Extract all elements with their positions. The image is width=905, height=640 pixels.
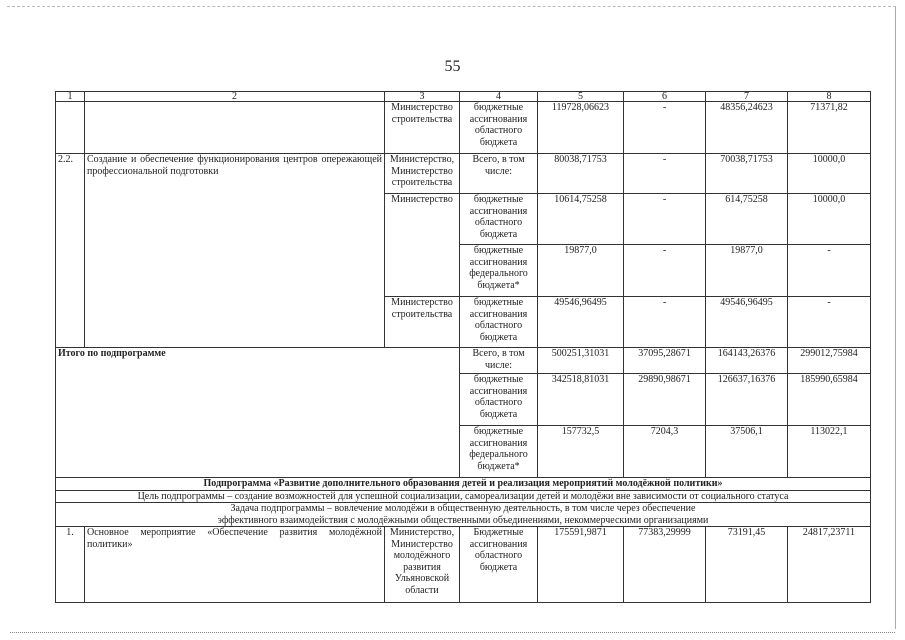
- value-cell: -: [788, 297, 871, 348]
- executor-cell: Министерство, Министерство молодёжного развития Ульяновской области: [385, 527, 460, 603]
- value-cell: -: [788, 245, 871, 297]
- executor-cell: Министерство строительства: [385, 102, 460, 154]
- column-header: 6: [624, 92, 706, 102]
- column-header: 4: [460, 92, 538, 102]
- column-header-row: [56, 92, 871, 102]
- value-cell: 185990,65984: [788, 374, 871, 426]
- value-cell: 19877,0: [706, 245, 788, 297]
- value-cell: 77383,29999: [624, 527, 706, 603]
- column-header: 2: [85, 92, 385, 102]
- value-cell: -: [624, 194, 706, 245]
- value-cell: 49546,96495: [706, 297, 788, 348]
- value-cell: 10614,75258: [538, 194, 624, 245]
- executor-cell: Министерство, Министерство строительства: [385, 154, 460, 194]
- subprogram-goal: Цель подпрограммы – создание возможностей для успешной социализации, самореализации детей и молодёжи вне зависимости от социального статуса: [56, 490, 871, 503]
- source-cell: бюджетные ассигнования областного бюджета: [460, 374, 538, 426]
- value-cell: 70038,71753: [706, 154, 788, 194]
- value-cell: 71371,82: [788, 102, 871, 154]
- column-header: 1: [56, 92, 85, 102]
- column-header: 7: [706, 92, 788, 102]
- source-cell: бюджетные ассигнования федерального бюджета*: [460, 426, 538, 478]
- page-number: 55: [444, 58, 461, 75]
- table-row: [56, 348, 871, 374]
- row-number: 1.: [56, 527, 85, 603]
- value-cell: 10000,0: [788, 154, 871, 194]
- value-cell: 29890,98671: [624, 374, 706, 426]
- value-cell: 48356,24623: [706, 102, 788, 154]
- value-cell: -: [624, 102, 706, 154]
- table-row: [56, 102, 871, 154]
- table-row: [56, 503, 871, 527]
- table-row: [56, 154, 871, 194]
- source-cell: бюджетные ассигнования федерального бюджета*: [460, 245, 538, 297]
- column-header: 5: [538, 92, 624, 102]
- value-cell: 157732,5: [538, 426, 624, 478]
- value-cell: 19877,0: [538, 245, 624, 297]
- column-header: 8: [788, 92, 871, 102]
- task-line: эффективного взаимодействия с молодёжными общественными объединениями, некоммерческими организациями: [217, 514, 709, 526]
- value-cell: -: [624, 154, 706, 194]
- table-row: [56, 478, 871, 491]
- source-cell: Всего, в том числе:: [460, 348, 538, 374]
- value-cell: 49546,96495: [538, 297, 624, 348]
- row-number: 2.2.: [56, 154, 85, 348]
- value-cell: -: [624, 245, 706, 297]
- task-line: Задача подпрограммы – вовлечение молодёжи в общественную деятельность, в том числе через обеспечение: [230, 503, 696, 514]
- column-header: 3: [385, 92, 460, 102]
- value-cell: 73191,45: [706, 527, 788, 603]
- source-cell: бюджетные ассигнования областного бюджета: [460, 194, 538, 245]
- table-row: [56, 490, 871, 503]
- value-cell: 500251,31031: [538, 348, 624, 374]
- event-name: Основное мероприятие «Обеспечение развития молодёжной политики»: [85, 527, 385, 603]
- subtotal-label: Итого по подпрограмме: [56, 348, 460, 478]
- value-cell: 342518,81031: [538, 374, 624, 426]
- subprogram-title: Подпрограмма «Развитие дополнительного образования детей и реализация мероприятий молодёжной политики»: [56, 478, 871, 491]
- value-cell: 24817,23711: [788, 527, 871, 603]
- value-cell: 164143,26376: [706, 348, 788, 374]
- value-cell: 614,75258: [706, 194, 788, 245]
- value-cell: 175591,9871: [538, 527, 624, 603]
- value-cell: 10000,0: [788, 194, 871, 245]
- value-cell: 113022,1: [788, 426, 871, 478]
- value-cell: 299012,75984: [788, 348, 871, 374]
- value-cell: 80038,71753: [538, 154, 624, 194]
- event-name: Создание и обеспечение функционирования центров опережающей профессиональной подготовки: [85, 154, 385, 348]
- executor-cell: Министерство строительства: [385, 297, 460, 348]
- budget-table: [55, 91, 871, 603]
- value-cell: 126637,16376: [706, 374, 788, 426]
- table-row: [56, 527, 871, 603]
- value-cell: 37095,28671: [624, 348, 706, 374]
- source-cell: бюджетные ассигнования областного бюджета: [460, 102, 538, 154]
- subprogram-task: [56, 503, 871, 527]
- value-cell: -: [624, 297, 706, 348]
- executor-cell: Министерство: [385, 194, 460, 297]
- source-cell: Бюджетные ассигнования областного бюджета: [460, 527, 538, 603]
- value-cell: 7204,3: [624, 426, 706, 478]
- value-cell: 37506,1: [706, 426, 788, 478]
- source-cell: Всего, в том числе:: [460, 154, 538, 194]
- source-cell: бюджетные ассигнования областного бюджета: [460, 297, 538, 348]
- scan-edge: [10, 632, 895, 634]
- value-cell: 119728,06623: [538, 102, 624, 154]
